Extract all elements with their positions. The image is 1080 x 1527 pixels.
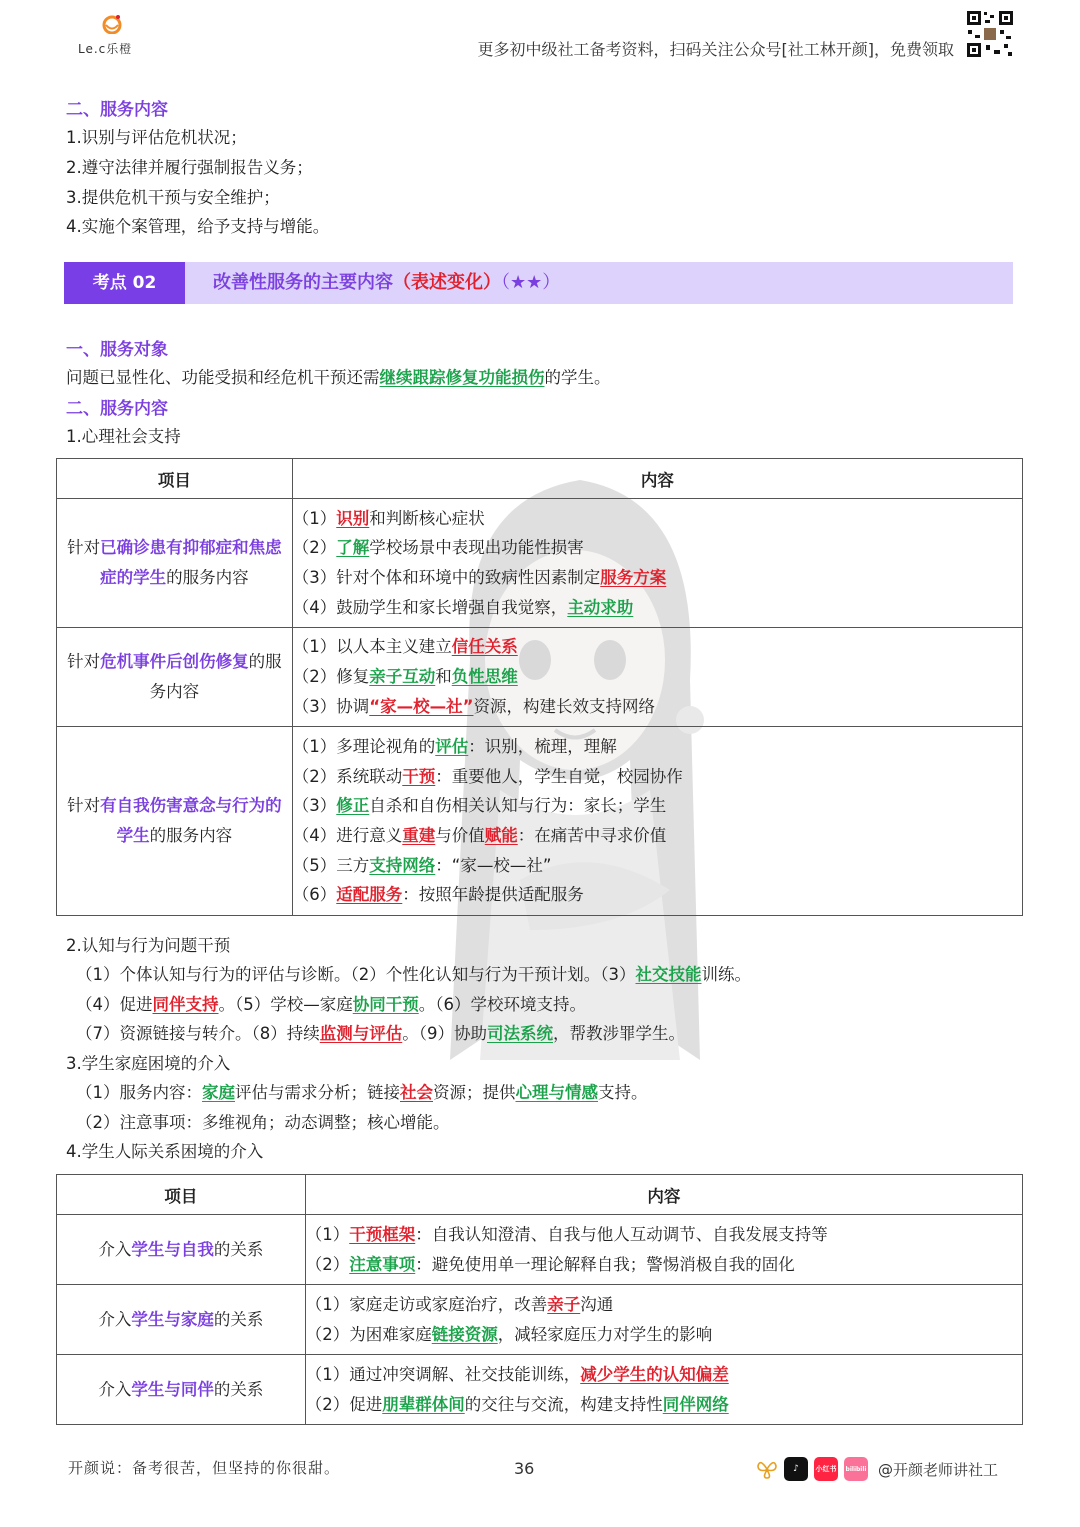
highlight-green: 朋辈群体间	[382, 1394, 465, 1414]
content-line	[293, 563, 1022, 593]
section-heading-service-content: 二、服务内容	[66, 100, 168, 120]
text-segment: 和	[435, 667, 452, 687]
text-segment: 评估与需求分析；链接	[235, 1083, 400, 1102]
text-segment: （3）	[292, 796, 337, 816]
tiktok-icon[interactable]: ♪	[784, 1457, 808, 1481]
table-row-content	[305, 1285, 1022, 1355]
qr-code-icon[interactable]	[966, 10, 1014, 58]
text-segment: 自杀和自伤相关认知与行为：家长；学生	[369, 796, 667, 816]
text-segment: 沟通	[580, 1294, 614, 1314]
xiaohongshu-label: 小红书	[815, 1465, 837, 1473]
text-segment: （2）系统联动	[292, 766, 403, 786]
highlight-purple: 有自我伤害意念与行为的学生	[100, 796, 282, 845]
text-segment: （4）进行意义	[292, 826, 403, 845]
highlight-green: 协同干预	[352, 995, 419, 1014]
logo-sun-icon	[100, 14, 124, 34]
highlight-red: 监测与评估	[319, 1024, 403, 1043]
title-stars: （★★）	[501, 272, 561, 293]
text-segment: （4）鼓励学生和家长增强自我觉察，	[292, 597, 568, 617]
text-segment: （1）多理论视角的	[292, 736, 436, 756]
xiaohongshu-icon[interactable]	[814, 1457, 838, 1481]
table-row-label	[57, 1215, 306, 1285]
text-segment: （5）三方	[292, 855, 370, 875]
subheading-psychosocial: 1.心理社会支持	[66, 427, 181, 446]
highlight-red: 识别	[336, 508, 370, 528]
content-line	[293, 533, 1022, 563]
content-line	[293, 632, 1022, 662]
text-segment: （6）	[292, 885, 337, 905]
highlight-purple: 已确诊患有抑郁症和焦虑症的学生	[100, 538, 282, 587]
table-interpersonal-intervention	[56, 1174, 1023, 1425]
table-row-content	[292, 727, 1022, 916]
list-item: 2.遵守法律并履行强制报告义务；	[66, 158, 313, 177]
text-segment: 和判断核心症状	[369, 508, 485, 528]
highlight-red: 减少学生的认知偏差	[580, 1364, 729, 1384]
text-segment: ：自我认知澄清、自我与他人互动调节、自我发展支持等	[415, 1224, 828, 1244]
footer-social	[756, 1456, 998, 1482]
content-line	[306, 1250, 1022, 1280]
list-item: 1.识别与评估危机状况；	[66, 128, 247, 147]
list-item: 4.实施个案管理，给予支持与增能。	[66, 217, 330, 236]
subheading-family-difficulty: 3.学生家庭困境的介入	[66, 1054, 231, 1073]
text-segment: ：重要他人，学生自觉，校园协作	[435, 766, 683, 786]
table-row-label	[57, 499, 293, 628]
text-segment: 。（6）学校环境支持。	[418, 995, 586, 1014]
table-header-item: 项目	[57, 459, 293, 499]
text-segment: 针对	[67, 538, 101, 557]
highlight-green: 司法系统	[487, 1024, 553, 1043]
target-text	[66, 364, 611, 388]
content-line	[293, 851, 1022, 881]
highlight-green: 家庭	[202, 1083, 235, 1102]
text-segment: 问题已显性化、功能受损和经危机干预还需	[66, 368, 380, 387]
highlight-green: 社交技能	[635, 965, 702, 984]
content-line	[293, 880, 1022, 910]
list-item: 3.提供危机干预与安全维护；	[66, 188, 280, 207]
highlight-purple: 危机事件后创伤修复	[100, 652, 249, 671]
text-segment: （4）促进	[76, 995, 153, 1014]
highlight-green: 了解	[336, 538, 370, 558]
table-row-content	[305, 1355, 1022, 1425]
text-segment: ：“家—校—社”	[435, 855, 552, 875]
text-segment: 。（5）学校—家庭	[218, 995, 353, 1014]
content-line	[306, 1390, 1022, 1420]
highlight-red: 适配服务	[336, 885, 403, 905]
text-segment: 的关系	[213, 1309, 264, 1329]
text-segment: 的交往与交流，构建支持性	[464, 1394, 663, 1414]
text-segment: 学校场景中表现出功能性损害	[369, 538, 584, 558]
section-heading-service-target: 一、服务对象	[66, 340, 168, 360]
highlight-green: 亲子互动	[369, 667, 436, 687]
content-line	[293, 762, 1022, 792]
table-row-label	[57, 628, 293, 727]
content-line	[306, 1220, 1022, 1250]
text-segment: 资源；提供	[433, 1083, 516, 1102]
content-line	[293, 732, 1022, 762]
text-segment: 的关系	[213, 1239, 264, 1259]
highlight-green: 支持网络	[369, 855, 436, 875]
text-segment: （1）	[305, 1224, 350, 1244]
table-header-item: 项目	[57, 1175, 306, 1215]
content-line	[76, 1020, 685, 1044]
content-line	[76, 961, 751, 985]
text-segment: （1）家庭走访或家庭治疗，改善	[305, 1294, 548, 1314]
subheading-cognitive-behavior: 2.认知与行为问题干预	[66, 936, 231, 955]
highlight-red: 赋能	[484, 826, 518, 845]
content-line	[293, 821, 1022, 851]
content-line	[293, 692, 1022, 722]
text-segment: （1）个体认知与行为的评估与诊断。（2）个性化认知与行为干预计划。（3）	[76, 965, 636, 984]
text-segment: （7）资源链接与转介。（8）持续	[76, 1024, 320, 1043]
text-segment: 介入	[98, 1309, 132, 1329]
section-heading-service-content-2: 二、服务内容	[66, 399, 168, 419]
text-segment: （1）以人本主义建立	[292, 637, 452, 657]
text-segment: 介入	[98, 1379, 132, 1399]
table-psychosocial-support	[56, 458, 1023, 916]
text-segment: 的学生。	[544, 368, 611, 387]
text-segment: （2）修复	[292, 667, 370, 687]
table-row-label	[57, 1285, 306, 1355]
text-segment: 与价值	[435, 826, 485, 845]
highlight-green: 负性思维	[451, 667, 518, 687]
text-segment: （1）	[292, 508, 337, 528]
text-segment: ，帮教涉罪学生。	[553, 1024, 685, 1043]
text-segment: ：避免使用单一理论解释自我；警惕消极自我的固化	[415, 1254, 795, 1274]
text-segment: （3）协调	[292, 696, 370, 716]
text-segment: （2）	[305, 1254, 350, 1274]
text-segment: 的关系	[213, 1379, 264, 1399]
text-segment: ：识别，梳理，理解	[468, 736, 617, 756]
highlight-purple: 学生与同伴	[131, 1379, 214, 1399]
content-line: （2）注意事项：多维视角；动态调整；核心增能。	[76, 1113, 450, 1132]
highlight-green: 评估	[435, 736, 469, 756]
highlight-red: 同伴支持	[152, 995, 219, 1014]
highlight-green: 修正	[336, 796, 370, 816]
title-change-note: （表述变化）	[393, 272, 501, 293]
table-row-content	[305, 1215, 1022, 1285]
highlight-green: 同伴网络	[662, 1394, 729, 1414]
header-promo-text: 更多初中级社工备考资料，扫码关注公众号[社工林开颜]，免费领取	[477, 40, 954, 59]
text-segment: 资源，构建长效支持网络	[473, 696, 655, 716]
content-line	[76, 1079, 648, 1103]
text-segment: （2）为困难家庭	[305, 1324, 432, 1344]
text-segment: 介入	[98, 1239, 132, 1259]
highlight-green: 心理与情感	[515, 1083, 598, 1102]
table-row-content	[292, 628, 1022, 727]
text-segment: 的服务内容	[166, 568, 249, 587]
content-line	[306, 1360, 1022, 1390]
page-number: 36	[514, 1459, 535, 1478]
butterfly-icon[interactable]	[756, 1458, 778, 1480]
table-row-label	[57, 1355, 306, 1425]
highlight-red: 服务方案	[600, 568, 667, 587]
content-line	[293, 504, 1022, 534]
table-row-label	[57, 727, 293, 916]
highlight-green: 主动求助	[567, 597, 634, 617]
content-line	[293, 791, 1022, 821]
content-line	[76, 991, 586, 1015]
text-segment: 针对	[67, 652, 101, 671]
text-segment: 支持。	[598, 1083, 648, 1102]
logo	[78, 14, 148, 58]
content-line	[306, 1320, 1022, 1350]
text-segment: （2）	[292, 538, 337, 558]
highlight-red: 重建	[402, 826, 436, 845]
text-segment: （3）针对个体和环境中的致病性因素制定	[292, 568, 601, 587]
exam-point-title	[213, 262, 560, 304]
bilibili-label: bilibili	[845, 1465, 867, 1473]
highlight-red: 干预框架	[349, 1224, 416, 1244]
highlight-purple: 学生与家庭	[131, 1309, 214, 1329]
text-segment: 的服务内容	[149, 652, 282, 701]
text-segment: 。（9）协助	[402, 1024, 487, 1043]
text-segment: ：在痛苦中寻求价值	[517, 826, 667, 845]
text-segment: （2）促进	[305, 1394, 383, 1414]
footer-motto: 开颜说：备考很苦，但坚持的你很甜。	[68, 1459, 341, 1477]
text-segment: （1）通过冲突调解、社交技能训练，	[305, 1364, 581, 1384]
highlight-red: 干预	[402, 766, 436, 786]
highlight-green: 注意事项	[349, 1254, 416, 1274]
exam-point-tag: 考点 02	[64, 262, 185, 304]
bilibili-icon[interactable]	[844, 1457, 868, 1481]
text-segment: ，减轻家庭压力对学生的影响	[497, 1324, 713, 1344]
highlight-red: “家—校—社”	[369, 696, 474, 716]
table-header-content: 内容	[305, 1175, 1022, 1215]
content-line	[293, 662, 1022, 692]
text-segment: 的服务内容	[149, 826, 233, 845]
table-header-content: 内容	[292, 459, 1022, 499]
highlight-red: 社会	[400, 1083, 433, 1102]
highlight-red: 信任关系	[451, 637, 518, 657]
text-segment: ：按照年龄提供适配服务	[402, 885, 584, 905]
highlight-red: 亲子	[547, 1294, 581, 1314]
highlight-purple: 学生与自我	[131, 1239, 214, 1259]
highlight-green: 继续跟踪修复功能损伤	[379, 368, 545, 387]
footer-handle: @开颜老师讲社工	[878, 1460, 999, 1479]
text-segment: 训练。	[701, 965, 751, 984]
text-segment: 针对	[67, 796, 101, 815]
exam-point-banner	[64, 262, 1013, 304]
logo-text: Le.c乐橙	[78, 42, 133, 56]
subheading-interpersonal: 4.学生人际关系困境的介入	[66, 1142, 264, 1161]
content-line	[306, 1290, 1022, 1320]
table-row-content	[292, 499, 1022, 628]
highlight-green: 链接资源	[431, 1324, 498, 1344]
text-segment: （1）服务内容：	[76, 1083, 202, 1102]
title-main: 改善性服务的主要内容	[213, 272, 393, 293]
content-line	[293, 593, 1022, 623]
